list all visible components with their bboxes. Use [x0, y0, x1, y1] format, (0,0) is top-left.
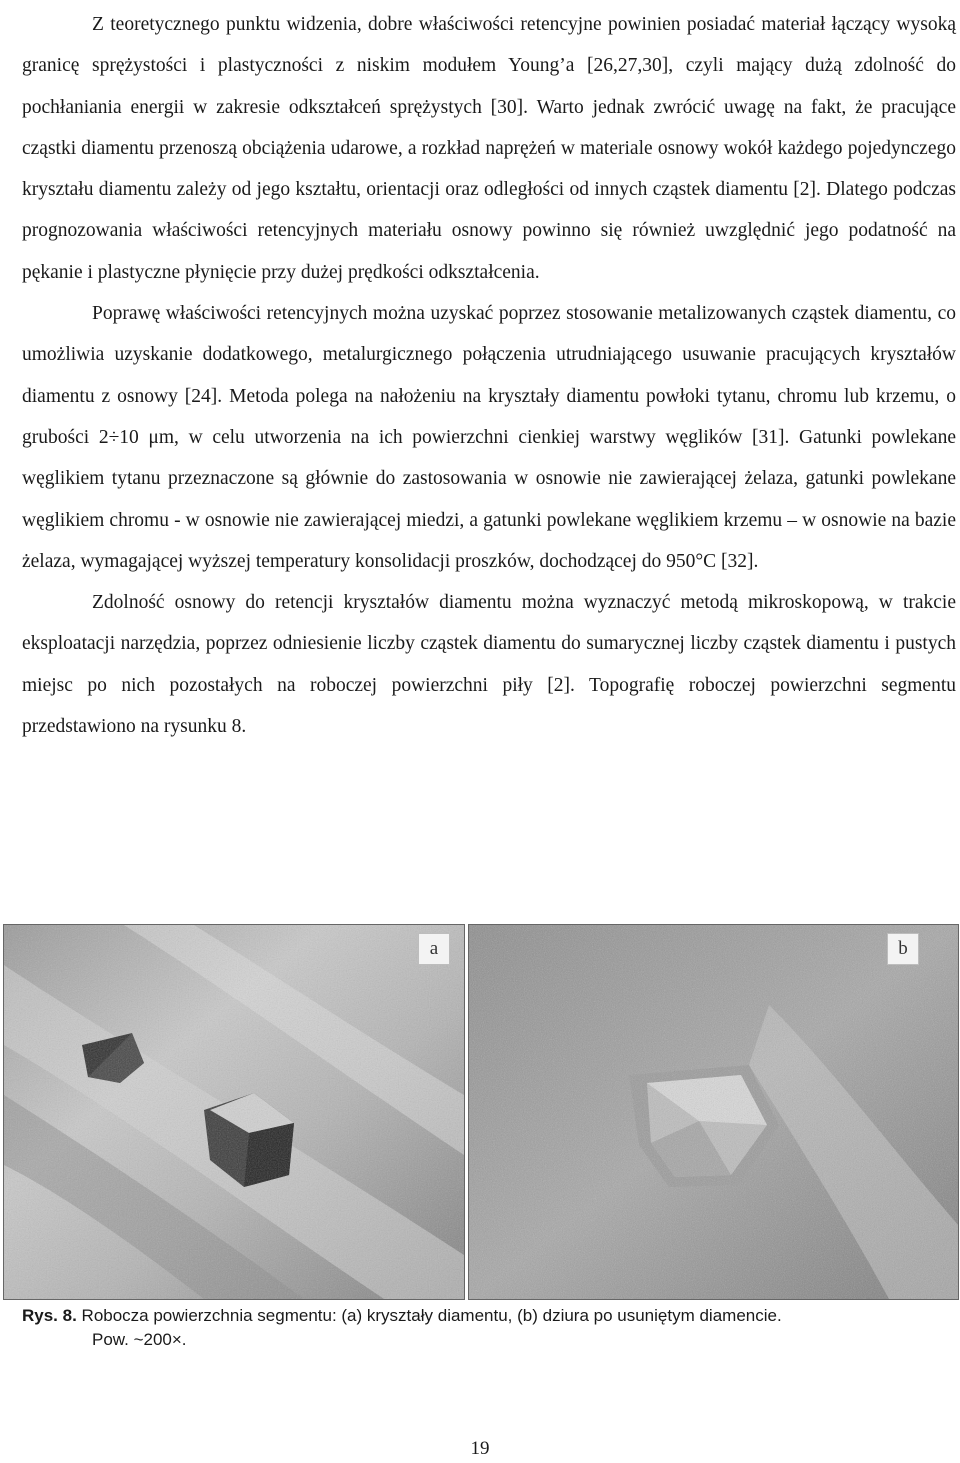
figure-caption — [22, 1304, 942, 1352]
sem-micrograph-b — [469, 925, 958, 1299]
sem-image-a — [3, 924, 465, 1300]
paragraph-2: Poprawę właściwości retencyjnych można uzyskać poprzez stosowanie metalizowanych cząstek diamentu, co umożliwia uzyskanie dodatkowego, metalurgicznego połączenia utrudniającego usuwanie pracujących kryształów diamentu z osnowy [24]. Metoda polega na nałożeniu na kryształy diamentu powłoki tytanu, chromu lub krzemu, o grubości 2÷10 μm, w celu utworzenia na ich powierzchni cienkiej warstwy węglików [31]. Gatunki powlekane węglikiem tytanu przeznaczone są głównie do zastosowania w osnowie nie zawierającej żelaza, gatunki powlekane węglikiem chromu - w osnowie nie zawierającej miedzi, a gatunki powlekane węglikiem krzemu – w osnowie na bazie żelaza, wymagającej wyższej temperatury konsolidacji proszków, dochodzącej do 950°C [32]. — [22, 303, 956, 572]
panel-label-a: a — [418, 933, 450, 965]
caption-number: Rys. 8. — [22, 1306, 77, 1325]
caption-text: Robocza powierzchnia segmentu: (a) kryształy diamentu, (b) dziura po usuniętym diamencie. — [76, 1306, 782, 1325]
figure-8 — [0, 924, 960, 1299]
paragraph-3: Zdolność osnowy do retencji kryształów diamentu można wyznaczyć metodą mikroskopową, w trakcie eksploatacji narzędzia, poprzez odniesienie liczby cząstek diamentu do sumarycznej liczby cząstek diamentu i pustych miejsc po nich pozostałych na roboczej powierzchni piły [2]. Topografię roboczej powierzchni segmentu przedstawiono na rysunku 8. — [22, 592, 956, 738]
sem-micrograph-a — [4, 925, 464, 1299]
body-text — [22, 0, 956, 747]
caption-magnification: Pow. ~200×. — [92, 1330, 187, 1349]
paragraph-1: Z teoretycznego punktu widzenia, dobre właściwości retencyjne powinien posiadać materiał łączący wysoką granicę sprężystości i plastyczności z niskim modułem Young’a [26,27,30], czyli mający dużą zdolność do pochłaniania energii w zakresie odkształceń sprężystych [30]. Warto jednak zwrócić uwagę na fakt, że pracujące cząstki diamentu przenoszą obciążenia udarowe, a rozkład naprężeń w materiale osnowy wokół każdego pojedynczego kryształu diamentu zależy od jego kształtu, orientacji oraz odległości od innych cząstek diamentu [2]. Dlatego podczas prognozowania właściwości retencyjnych materiału osnowy powinno się również uwzględnić jego podatność na pękanie i plastyczne płynięcie przy dużej prędkości odkształcenia. — [22, 14, 956, 283]
panel-label-b: b — [887, 933, 919, 965]
sem-image-b — [468, 924, 959, 1300]
page-number: 19 — [470, 1438, 490, 1459]
